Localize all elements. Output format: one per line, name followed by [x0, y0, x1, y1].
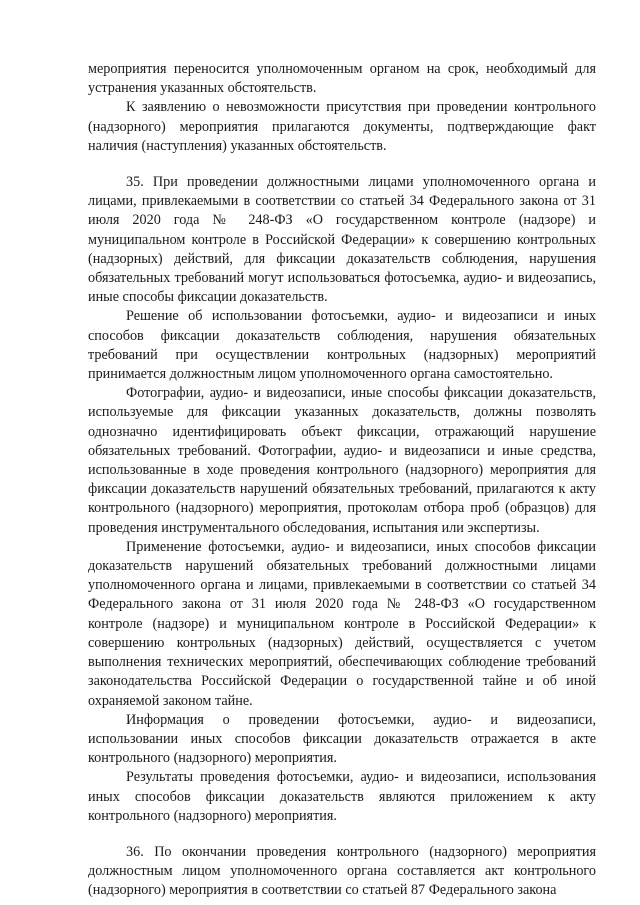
paragraph-photos-and-recordings: Фотографии, аудио- и видеозаписи, иные способы фиксации доказательств, используемые для фиксации указанных доказательств, должны позволять однозначно идентифицировать объект фиксации, отражающий нарушение обязательных требований. Фотографии, аудио- и видеозаписи и иные средства, использованные в ходе проведения контрольного (надзорного) мероприятия для фиксации доказательств нарушений обязательных требований, прилагаются к акту контрольного (надзорного) мероприятия, протоколам отбора проб (образцов) для проведения инструментального обследования, испытания или экспертизы. [88, 385, 596, 536]
paragraph-attachment-documents: К заявлению о невозможности присутствия при проведении контрольного (надзорного) мероприятия прилагаются документы, подтверждающие факт наличия (наступления) указанных обстоятельств. [88, 99, 596, 154]
document-body [88, 60, 596, 901]
paragraph-application-of-recording: Применение фотосъемки, аудио- и видеозаписи, иных способов фиксации доказательств нарушений обязательных требований должностными лицами уполномоченного органа и лицами, привлекаемыми в соответствии со статьей 34 Федерального закона от 31 июля 2020 года № 248-ФЗ «О государственном контроле (надзоре) и муниципальном контроле в Российской Федерации» к совершению контрольных (надзорных) действий, осуществляется с учетом выполнения технических мероприятий, обеспечивающих соблюдение требований законодательства Российской Федерации о государственной тайне и об иной охраняемой законом тайне. [88, 538, 596, 709]
paragraph-item-36: 36. По окончании проведения контрольного (надзорного) мероприятия должностным лицом уполномоченного органа составляется акт контрольного (надзорного) мероприятия в соответствии со статьей 87 Федерального закона [88, 843, 596, 899]
paragraph-results-as-appendix: Результаты проведения фотосъемки, аудио- и видеозаписи, использования иных способов фиксации доказательств являются приложением к акту контрольного (надзорного) мероприятия. [88, 769, 596, 824]
paragraph-information-in-act: Информация о проведении фотосъемки, аудио- и видеозаписи, использовании иных способов фиксации доказательств отражается в акте контрольного (надзорного) мероприятия. [88, 711, 596, 767]
paragraph-continuation: мероприятия переносится уполномоченным органом на срок, необходимый для устранения указанных обстоятельств. [88, 61, 596, 97]
paragraph-decision-on-recording: Решение об использовании фотосъемки, аудио- и видеозаписи и иных способов фиксации доказательств соблюдения, нарушения обязательных требований при осуществлении контрольных (надзорных) мероприятий принимается должностным лицом уполномоченного органа самостоятельно. [88, 308, 596, 383]
paragraph-item-35: 35. При проведении должностными лицами уполномоченного органа и лицами, привлекаемыми в соответствии со статьей 34 Федерального закона от 31 июля 2020 года № 248-ФЗ «О государственном контроле (надзоре) и муниципальном контроле в Российской Федерации» к совершению контрольных (надзорных) действий, для фиксации доказательств соблюдения, нарушения обязательных требований могут использоваться фотосъемка, аудио- и видеозапись, иные способы фиксации доказательств. [88, 174, 596, 306]
